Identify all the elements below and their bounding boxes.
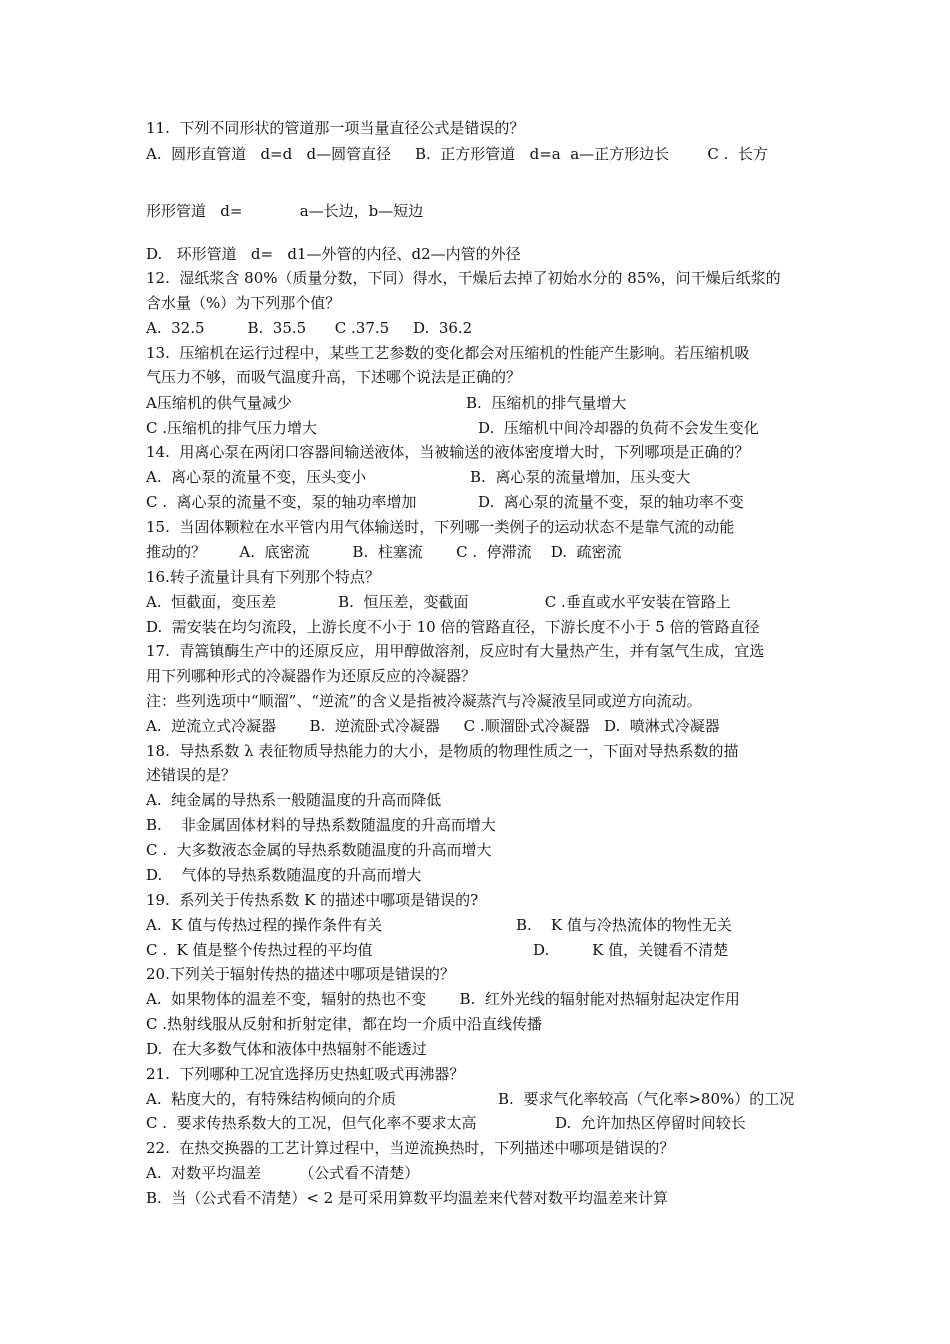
q12-options: A. 32.5 B. 35.5 C .37.5 D. 36.2 [146,319,473,337]
q19-stem: 19. 系列关于传热系数 K 的描述中哪项是错误的? [146,891,479,909]
q13-option-a: A压缩机的供气量减少 [146,394,292,412]
q18-option-c: C . 大多数液态金属的导热系数随温度的升高而增大 [146,841,492,859]
q22-stem: 22. 在热交换器的工艺计算过程中，当逆流换热时，下列描述中哪项是错误的？ [146,1139,675,1157]
q14-option-c: C . 离心泵的流量不变，泵的轴功率增加 [146,493,417,511]
q16-options-abc: A. 恒截面，变压差 B. 恒压差，变截面 C .垂直或水平安装在管路上 [146,593,731,611]
q11-options-ab: A. 圆形直管道 d=d d—圆管直径 B. 正方形管道 d=a a—正方形边长 C . 长方 [146,145,768,163]
q16-stem: 16.转子流量计具有下列那个特点？ [146,568,380,586]
q18-option-b: B. 非金属固体材料的导热系数随温度的升高而增大 [146,816,496,834]
q17-options: A. 逆流立式冷凝器 B. 逆流卧式冷凝器 C .顺溜卧式冷凝器 D. 喷淋式冷凝器 [146,717,720,735]
q11-option-c-cont: 形形管道 d= a—长边，b—短边 [146,202,424,220]
q21-option-a: A. 粘度大的，有特殊结构倾向的介质 [146,1090,397,1108]
q13-option-c: C .压缩机的排气压力增大 [146,419,318,437]
q18-option-d: D. 气体的导热系数随温度的升高而增大 [146,866,422,884]
q14-option-b: B. 离心泵的流量增加，压头变大 [470,468,691,486]
q17-note: 注：些列选项中“顺溜”、“逆流”的含义是指被冷凝蒸汽与冷凝液呈同或逆方向流动。 [146,692,702,710]
q17-stem-1: 17. 青篙镇酶生产中的还原反应，用甲醇做溶剂，反应时有大量热产生，并有氢气生成，宜选 [146,642,765,660]
q22-option-b: B. 当（公式看不清楚）< 2 是可采用算数平均温差来代替对数平均温差来计算 [146,1189,668,1207]
q12-stem-1: 12. 湿纸浆含 80%（质量分数，下同）得水，干燥后去掉了初始水分的 85%，问干燥后纸浆的 [146,269,781,287]
q21-option-c: C . 要求传热系数大的工况，但气化率不要求太高 [146,1114,477,1132]
q15-stem-2-options: 推动的？ A. 底密流 B. 柱塞流 C . 停滞流 D. 疏密流 [146,543,622,561]
q15-stem-1: 15. 当固体颗粒在水平管内用气体输送时，下列哪一类例子的运动状态不是靠气流的动能 [146,518,735,536]
q21-option-d: D. 允许加热区停留时间较长 [555,1114,746,1132]
q21-stem: 21. 下列哪种工况宜选择历史热虹吸式再沸器？ [146,1065,465,1083]
q11-option-d: D. 环形管道 d= d1—外管的内径、d2—内管的外径 [146,245,521,263]
q19-option-b: B. K 值与冷热流体的物性无关 [516,916,732,934]
q19-option-c: C . K 值是整个传热过程的平均值 [146,941,373,959]
q18-stem-2: 述错误的是？ [146,766,237,784]
q12-stem-2: 含水量（%）为下列那个值？ [146,294,341,312]
q13-option-d: D. 压缩机中间冷却器的负荷不会发生变化 [478,419,759,437]
q18-option-a: A. 纯金属的导热系一般随温度的升高而降低 [146,791,442,809]
q20-option-c: C .热射线服从反射和折射定律，都在均一介质中沿直线传播 [146,1015,543,1033]
q20-options-ab: A. 如果物体的温差不变，辐射的热也不变 B. 红外光线的辐射能对热辐射起决定作用 [146,990,740,1008]
q22-option-a: A. 对数平均温差 （公式看不清楚） [146,1164,420,1182]
q16-option-d: D. 需安装在均匀流段，上游长度不小于 10 倍的管路直径，下游长度不小于 5 倍的管路直径 [146,618,760,636]
q14-option-d: D. 离心泵的流量不变，泵的轴功率不变 [478,493,744,511]
q20-stem: 20.下列关于辐射传热的描述中哪项是错误的？ [146,965,455,983]
q19-option-a: A. K 值与传热过程的操作条件有关 [146,916,383,934]
q17-stem-2: 用下列哪种形式的冷凝器作为还原反应的冷凝器？ [146,667,477,685]
q21-option-b: B. 要求气化率较高（气化率>80%）的工况 [498,1090,795,1108]
q13-stem-2: 气压力不够，而吸气温度升高，下述哪个说法是正确的？ [146,368,522,386]
q14-stem: 14. 用离心泵在两闭口容器间输送液体，当被输送的液体密度增大时，下列哪项是正确的？ [146,443,750,461]
q13-option-b: B. 压缩机的排气量增大 [466,394,627,412]
q19-option-d: D. K 值，关键看不清楚 [533,941,729,959]
q20-option-d: D. 在大多数气体和液体中热辐射不能透过 [146,1040,427,1058]
q11-stem: 11. 下列不同形状的管道那一项当量直径公式是错误的？ [146,119,525,137]
q14-option-a: A. 离心泵的流量不变，压头变小 [146,468,367,486]
q18-stem-1: 18. 导热系数 λ 表征物质导热能力的大小，是物质的物理性质之一，下面对导热系数的描 [146,742,739,760]
q13-stem-1: 13. 压缩机在运行过程中，某些工艺参数的变化都会对压缩机的性能产生影响。若压缩机吸 [146,344,750,362]
